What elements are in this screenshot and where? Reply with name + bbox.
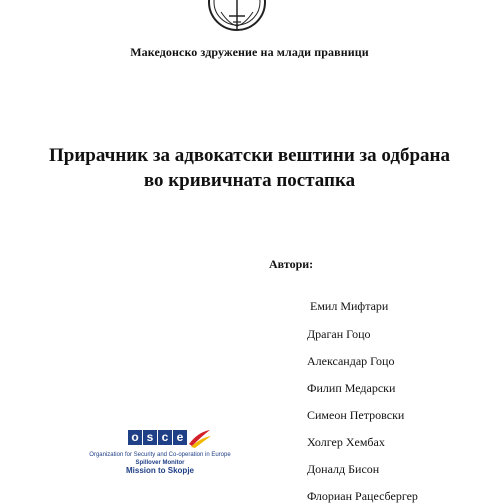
author-name: Доналд Бисон: [307, 462, 380, 476]
document-title: Прирачник за адвокатски вештини за одбрана во кривичната постапка: [49, 145, 450, 191]
association-seal-logo: [207, 0, 267, 32]
author-name: Симеон Петровски: [307, 408, 405, 422]
osce-letter: s: [143, 430, 157, 445]
osce-full-name: Organization for Security and Co-operation in Europe: [89, 452, 231, 458]
author-name: Холгер Хембах: [307, 435, 385, 449]
author-name: Флориан Рацесбергер: [307, 489, 418, 503]
osce-logo: [68, 428, 252, 486]
organization-name: Македонско здружение на млади правници: [130, 45, 369, 59]
osce-letter: o: [128, 430, 142, 445]
author-name: Филип Медарски: [307, 381, 396, 395]
osce-letter: c: [158, 430, 172, 445]
osce-mission-name: Mission to Skopje: [125, 466, 194, 475]
authors-heading: Автори:: [269, 257, 314, 271]
author-name: Емил Мифтари: [310, 299, 389, 313]
osce-swoosh-icon: [188, 428, 212, 448]
author-name: Драган Гоцо: [307, 327, 371, 341]
osce-letter: e: [173, 430, 187, 445]
author-name: Александар Гоцо: [307, 354, 395, 368]
osce-spillover-monitor: Spillover Monitor: [135, 460, 185, 466]
